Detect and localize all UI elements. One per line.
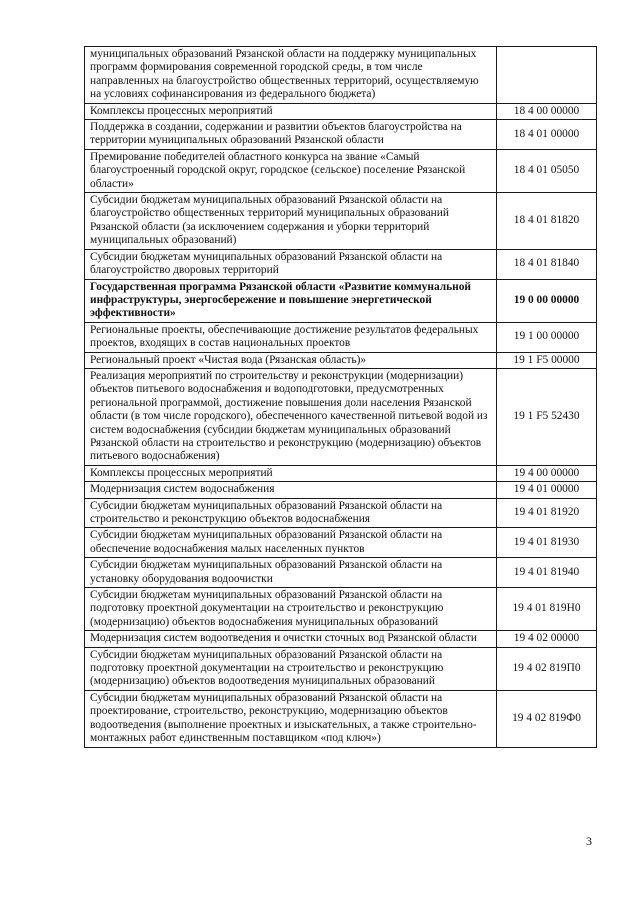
row-code: 18 4 01 00000 bbox=[497, 120, 597, 150]
table-row bbox=[85, 47, 597, 104]
row-code: 19 1 F5 52430 bbox=[497, 368, 597, 465]
row-description: Модернизация систем водоотведения и очистки сточных вод Рязанской области bbox=[85, 631, 497, 647]
row-code: 18 4 01 05050 bbox=[497, 149, 597, 192]
table-row bbox=[85, 249, 597, 279]
table-row bbox=[85, 528, 597, 558]
row-code: 19 4 02 00000 bbox=[497, 631, 597, 647]
row-description: муниципальных образований Рязанской области на поддержку муниципальных программ формирования современной городской среды, в том числе направленных на благоустройство общественных территорий, осуществляемую на условиях софинансирования из федерального бюджета) bbox=[85, 47, 497, 104]
table-row bbox=[85, 465, 597, 481]
row-description: Модернизация систем водоснабжения bbox=[85, 482, 497, 498]
table-row bbox=[85, 103, 597, 119]
table-row bbox=[85, 352, 597, 368]
row-code: 19 1 F5 00000 bbox=[497, 352, 597, 368]
row-code: 18 4 01 81840 bbox=[497, 249, 597, 279]
row-description: Реализация мероприятий по строительству и реконструкции (модернизации) объектов питьевого водоснабжения и водоподготовки, предусмотренных региональной программой, достижение повышения доли населения Рязанской области (в том числе городского), обеспеченного качественной питьевой водой из систем водоснабжения (субсидии бюджетам муниципальных образований Рязанской области на строительство и реконструкцию (модернизацию) объектов питьевого водоснабжения) bbox=[85, 368, 497, 465]
table-row bbox=[85, 690, 597, 747]
row-code: 19 4 01 81920 bbox=[497, 498, 597, 528]
row-description: Субсидии бюджетам муниципальных образований Рязанской области на подготовку проектной документации на строительство и реконструкцию (модернизацию) объектов водоснабжения муниципальных образований bbox=[85, 588, 497, 631]
row-description: Субсидии бюджетам муниципальных образований Рязанской области на благоустройство дворовых территорий bbox=[85, 249, 497, 279]
row-description: Субсидии бюджетам муниципальных образований Рязанской области на проектирование, строительство, реконструкцию, модернизацию объектов водоотведения (выполнение проектных и изыскательных, а также строительно-монтажных работ единственным поставщиком «под ключ») bbox=[85, 690, 497, 747]
table-row bbox=[85, 120, 597, 150]
table-row bbox=[85, 193, 597, 250]
row-code: 19 1 00 00000 bbox=[497, 322, 597, 352]
row-code: 19 4 02 819Ф0 bbox=[497, 690, 597, 747]
table-row bbox=[85, 647, 597, 690]
row-description: Региональные проекты, обеспечивающие достижение результатов федеральных проектов, входящих в состав национальных проектов bbox=[85, 322, 497, 352]
row-description: Региональный проект «Чистая вода (Рязанская область)» bbox=[85, 352, 497, 368]
table-body bbox=[85, 47, 597, 748]
row-code: 19 0 00 00000 bbox=[497, 279, 597, 322]
row-description: Поддержка в создании, содержании и развитии объектов благоустройства на территории муниципальных образований Рязанской области bbox=[85, 120, 497, 150]
row-code: 19 4 01 81930 bbox=[497, 528, 597, 558]
row-code: 19 4 00 00000 bbox=[497, 465, 597, 481]
row-description: Субсидии бюджетам муниципальных образований Рязанской области на обеспечение водоснабжения малых населенных пунктов bbox=[85, 528, 497, 558]
row-description: Государственная программа Рязанской области «Развитие коммунальной инфраструктуры, энергосбережение и повышение энергетической эффективности» bbox=[85, 279, 497, 322]
row-description: Комплексы процессных мероприятий bbox=[85, 465, 497, 481]
row-code: 19 4 01 819Н0 bbox=[497, 588, 597, 631]
row-code: 18 4 01 81820 bbox=[497, 193, 597, 250]
row-code: 19 4 02 819П0 bbox=[497, 647, 597, 690]
row-description: Субсидии бюджетам муниципальных образований Рязанской области на благоустройство общественных территорий муниципальных образований Рязанской области (за исключением содержания и уборки территорий муниципальных образований) bbox=[85, 193, 497, 250]
table-row bbox=[85, 279, 597, 322]
row-code: 19 4 01 00000 bbox=[497, 482, 597, 498]
row-code: 18 4 00 00000 bbox=[497, 103, 597, 119]
page-number: 3 bbox=[586, 834, 592, 848]
row-description: Субсидии бюджетам муниципальных образований Рязанской области на строительство и реконструкцию объектов водоснабжения bbox=[85, 498, 497, 528]
table-row bbox=[85, 368, 597, 465]
table-row bbox=[85, 498, 597, 528]
table-row bbox=[85, 149, 597, 192]
table-row bbox=[85, 631, 597, 647]
row-code: 19 4 01 81940 bbox=[497, 558, 597, 588]
row-description: Премирование победителей областного конкурса на звание «Самый благоустроенный городской округ, городское (сельское) поселение Рязанской области» bbox=[85, 149, 497, 192]
row-description: Комплексы процессных мероприятий bbox=[85, 103, 497, 119]
table-row bbox=[85, 558, 597, 588]
table-row bbox=[85, 322, 597, 352]
row-code bbox=[497, 47, 597, 104]
row-description: Субсидии бюджетам муниципальных образований Рязанской области на установку оборудования водоочистки bbox=[85, 558, 497, 588]
row-description: Субсидии бюджетам муниципальных образований Рязанской области на подготовку проектной документации на строительство и реконструкцию (модернизацию) объектов водоотведения муниципальных образований bbox=[85, 647, 497, 690]
table-row bbox=[85, 588, 597, 631]
budget-classification-table bbox=[84, 46, 597, 748]
table-row bbox=[85, 482, 597, 498]
